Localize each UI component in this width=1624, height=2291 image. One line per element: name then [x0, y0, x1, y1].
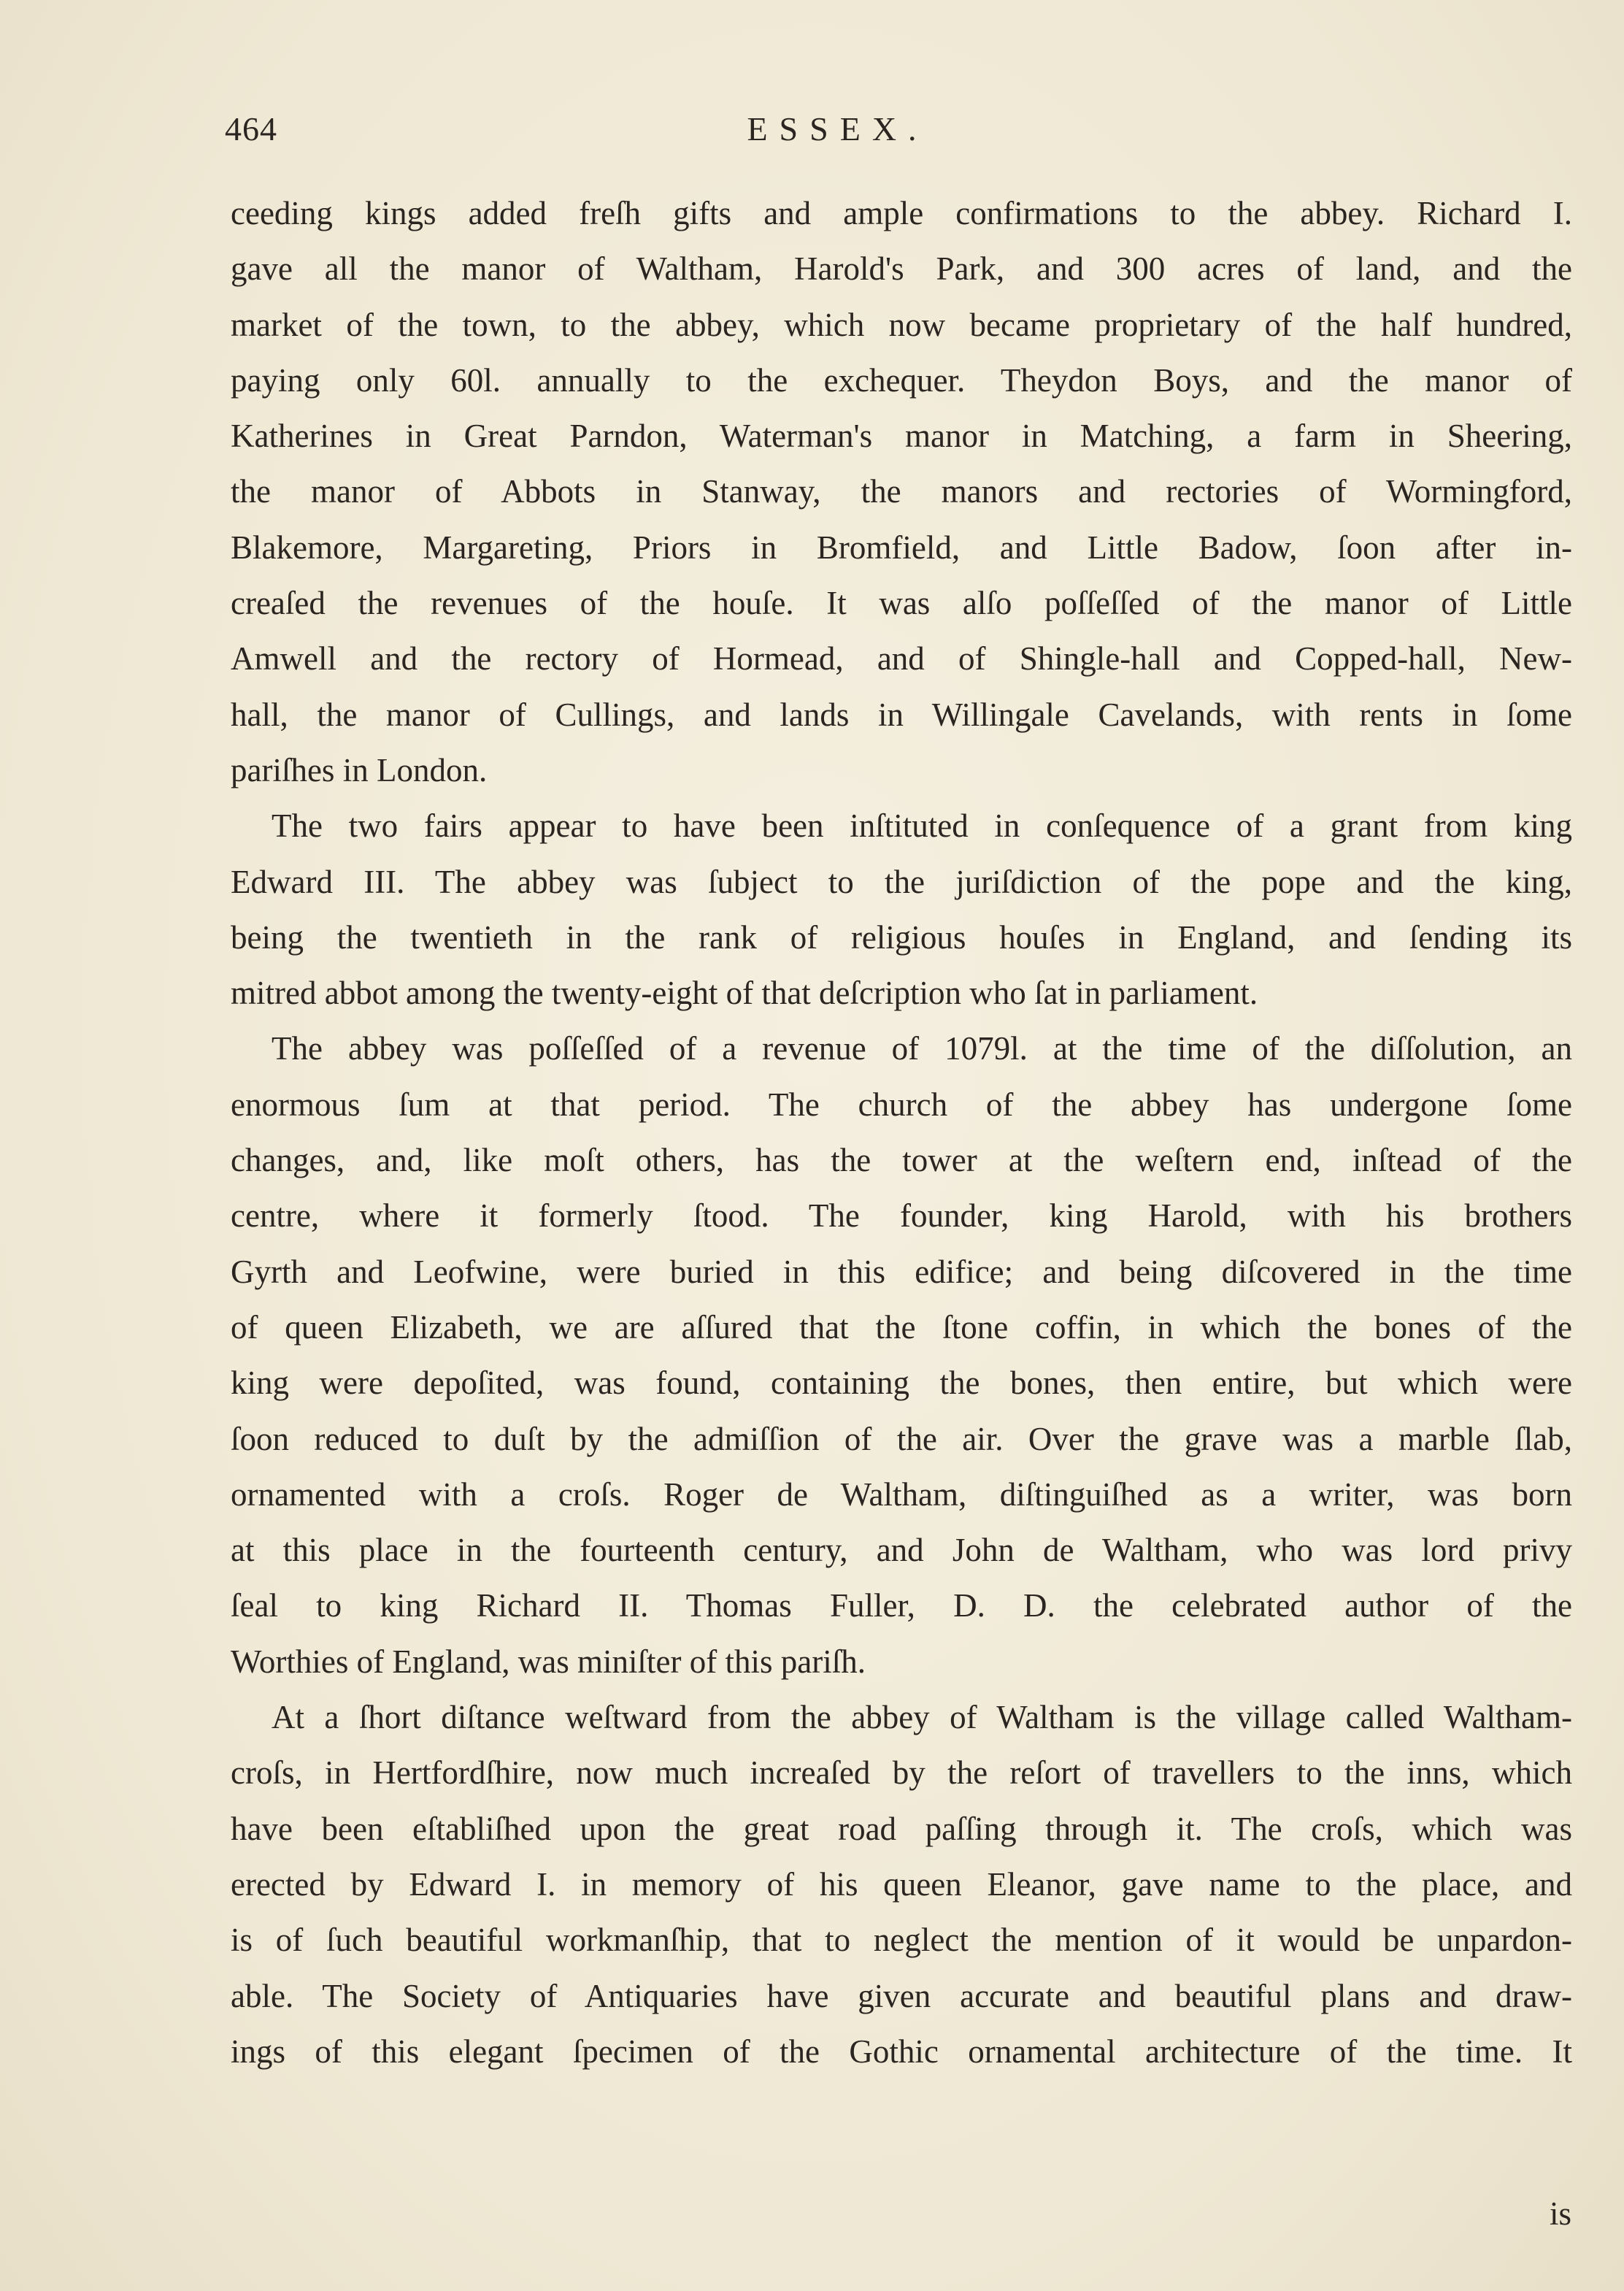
text-line: have been eſtabliſhed upon the great road paſſing through it. The croſs, which was	[231, 1810, 1572, 1847]
text-line: At a ſhort diſtance weſtward from the abbey of Waltham is the village called Waltham-	[272, 1699, 1572, 1736]
paragraph-2	[231, 798, 1572, 1021]
text-line: being the twentieth in the rank of religious houſes in England, and ſending its	[231, 918, 1572, 956]
text-line: ings of this elegant ſpecimen of the Gothic ornamental architecture of the time. It	[231, 2033, 1572, 2070]
text-line: king were depoſited, was found, containing the bones, then entire, but which were	[231, 1365, 1572, 1402]
text-line: pariſhes in London.	[231, 751, 488, 788]
text-line: market of the town, to the abbey, which now became proprietary of the half hundred,	[231, 306, 1572, 343]
text-line: hall, the manor of Cullings, and lands in Willingale Cavelands, with rents in ſome	[231, 696, 1572, 733]
text-line: at this place in the fourteenth century, and John de Waltham, who was lord privy	[231, 1532, 1572, 1569]
text-line: erected by Edward I. in memory of his queen Eleanor, gave name to the place, and	[231, 1865, 1572, 1903]
text-line: mitred abbot among the twenty-eight of that deſcription who ſat in parliament.	[231, 975, 1258, 1012]
text-line: croſs, in Hertfordſhire, now much increaſed by the reſort of travellers to the inns, which	[231, 1754, 1572, 1792]
text-line: of queen Elizabeth, we are aſſured that the ſtone coffin, in which the bones of the	[231, 1308, 1572, 1346]
text-line: Katherines in Great Parndon, Waterman's manor in Matching, a farm in Sheering,	[231, 418, 1572, 455]
text-line: The abbey was poſſeſſed of a revenue of 1079l. at the time of the diſſolution, an	[272, 1030, 1572, 1067]
text-line: Edward III. The abbey was ſubject to the juriſdiction of the pope and the king,	[231, 863, 1572, 900]
text-line: Gyrth and Leofwine, were buried in this edifice; and being diſcovered in the time	[231, 1253, 1572, 1290]
text-line: Blakemore, Margareting, Priors in Bromfield, and Little Badow, ſoon after in-	[231, 529, 1572, 566]
text-line: paying only 60l. annually to the exchequer. Theydon Boys, and the manor of	[231, 361, 1572, 399]
catchword: is	[1549, 2195, 1571, 2232]
text-line: ceeding kings added freſh gifts and ample confirmations to the abbey. Richard I.	[231, 195, 1572, 231]
text-line: gave all the manor of Waltham, Harold's Park, and 300 acres of land, and the	[231, 250, 1572, 288]
paragraph-4	[231, 1689, 1572, 2079]
text-line: Worthies of England, was miniſter of this pariſh.	[231, 1643, 866, 1680]
text-line: changes, and, like moſt others, has the tower at the weſtern end, inſtead of the	[231, 1142, 1572, 1179]
text-line: ſoon reduced to duſt by the admiſſion of the air. Over the grave was a marble ſlab,	[231, 1420, 1572, 1457]
text-line: the manor of Abbots in Stanway, the manors and rectories of Wormingford,	[231, 473, 1572, 510]
page-number: 464	[225, 110, 277, 147]
text-line: ornamented with a croſs. Roger de Waltham, diſtinguiſhed as a writer, was born	[231, 1475, 1572, 1513]
text-line: The two fairs appear to have been inſtituted in conſequence of a grant from king	[272, 807, 1572, 845]
text-line: creaſed the revenues of the houſe. It was alſo poſſeſſed of the manor of Little	[231, 585, 1572, 622]
text-line: is of ſuch beautiful workmanſhip, that to neglect the mention of it would be unpardon-	[231, 1922, 1572, 1959]
text-line: able. The Society of Antiquaries have given accurate and beautiful plans and draw-	[231, 1977, 1572, 2014]
body-text	[231, 185, 1572, 2079]
text-line: centre, where it formerly ſtood. The founder, king Harold, with his brothers	[231, 1197, 1572, 1235]
text-line: enormous ſum at that period. The church of the abbey has undergone ſome	[231, 1086, 1572, 1123]
running-head: ESSEX.	[747, 110, 928, 147]
paragraph-3	[231, 1021, 1572, 1689]
paragraph-1	[231, 185, 1572, 798]
text-line: ſeal to king Richard II. Thomas Fuller, D. D. the celebrated author of the	[231, 1587, 1572, 1624]
text-line: Amwell and the rectory of Hormead, and of Shingle-hall and Copped-hall, New-	[231, 640, 1572, 678]
